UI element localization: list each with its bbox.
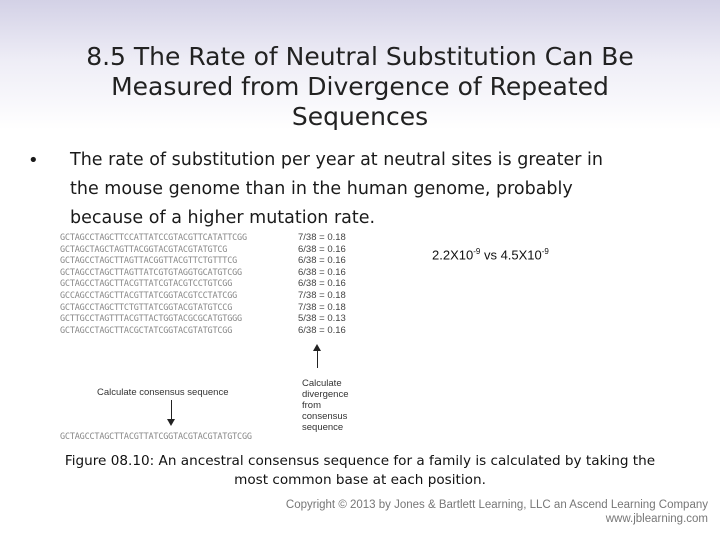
divergence-label-line: sequence [302,422,344,433]
bullet-line-3: because of a higher mutation rate. [70,208,376,228]
rate-human: 4.5X10 [500,247,542,263]
publisher-url: www.jblearning.com [605,513,708,525]
sequence-figure [55,232,375,442]
bullet-line-2: the mouse genome than in the human genome, probably [70,179,573,199]
caption-line-2: most common base at each position. [234,472,486,488]
sequence-text: GCTAGCCTAGCTTACGTTATCGTACGTCCTGTCGG [60,279,233,290]
sequence-row [60,290,358,302]
divergence-ratio: 7/38 = 0.18 [298,301,346,313]
divergence-label-line: Calculate [302,378,342,389]
sequence-row [60,313,358,325]
title-line-1: 8.5 The Rate of Neutral Substitution Can Be [86,42,634,71]
sequence-text: GCCAGCCTAGCTTACGTTATCGGTACGTCCTATCGG [60,290,238,301]
substitution-rate-comparison [432,247,549,262]
divergence-ratio: 6/38 = 0.16 [298,255,346,267]
sequence-row [60,244,358,256]
sequence-text: GCTTGCCTAGTTTACGTTACTGGTACGCGCATGTGGG [60,314,242,325]
figure-caption [40,452,680,490]
bullet-text [70,146,698,233]
title-line-3: Sequences [291,102,429,131]
sequence-text: GCTAGCCTAGCTTAGTTATCGTGTAGGTGCATGTCGG [60,267,242,278]
bullet-dot: • [28,150,39,171]
sequence-text: GCTAGCTAGCTAGTTACGGTACGTACGTATGTCG [60,244,228,255]
divergence-label-line: from [302,400,321,411]
consensus-label: Calculate consensus sequence [97,387,229,398]
bullet-line-1: The rate of substitution per year at neutral sites is greater in [70,150,603,170]
sequence-text: GCTAGCCTAGCTTCTGTTATCGGTACGTATGTCCG [60,302,233,313]
divergence-label-line: consensus [302,411,348,422]
sequence-list [60,232,358,336]
rate-separator: vs [480,247,501,263]
sequence-row [60,325,358,337]
divergence-ratio: 7/38 = 0.18 [298,289,346,301]
arrow-up-icon [317,350,318,368]
copyright-line: Copyright © 2013 by Jones & Bartlett Learning, LLC an Ascend Learning Company [285,499,708,511]
divergence-ratio: 6/38 = 0.16 [298,324,346,336]
divergence-ratio: 6/38 = 0.16 [298,278,346,290]
copyright-notice [286,498,708,526]
sequence-text: GCTAGCCTAGCTTACGCTATCGGTACGTATGTCGG [60,325,233,336]
divergence-ratio: 6/38 = 0.16 [298,243,346,255]
rate-mouse: 2.2X10 [432,247,474,263]
divergence-label-line: divergence [302,389,349,400]
sequence-row [60,255,358,267]
divergence-ratio: 6/38 = 0.16 [298,266,346,278]
divergence-ratio: 5/38 = 0.13 [298,313,346,325]
divergence-label [302,378,348,433]
rate-mouse-exponent: -9 [473,247,481,256]
sequence-row [60,278,358,290]
sequence-row [60,302,358,314]
slide-title [40,42,680,132]
consensus-sequence: GCTAGCCTAGCTTACGTTATCGGTACGTACGTATGTCGG [60,432,252,442]
rate-human-exponent: -9 [541,247,549,256]
sequence-text: GCTAGCCTAGCTTCCATTATCCGTACGTTCATATTCGG [60,233,247,243]
sequence-row [60,267,358,279]
sequence-text: GCTAGCCTAGCTTAGTTACGGTTACGTTCTGTTTCG [60,256,238,267]
arrow-down-icon [171,400,172,420]
title-line-2: Measured from Divergence of Repeated [111,72,609,101]
divergence-ratio: 7/38 = 0.18 [298,232,346,243]
caption-line-1: Figure 08.10: An ancestral consensus sequence for a family is calculated by taking the [64,453,656,469]
sequence-row [60,232,358,244]
